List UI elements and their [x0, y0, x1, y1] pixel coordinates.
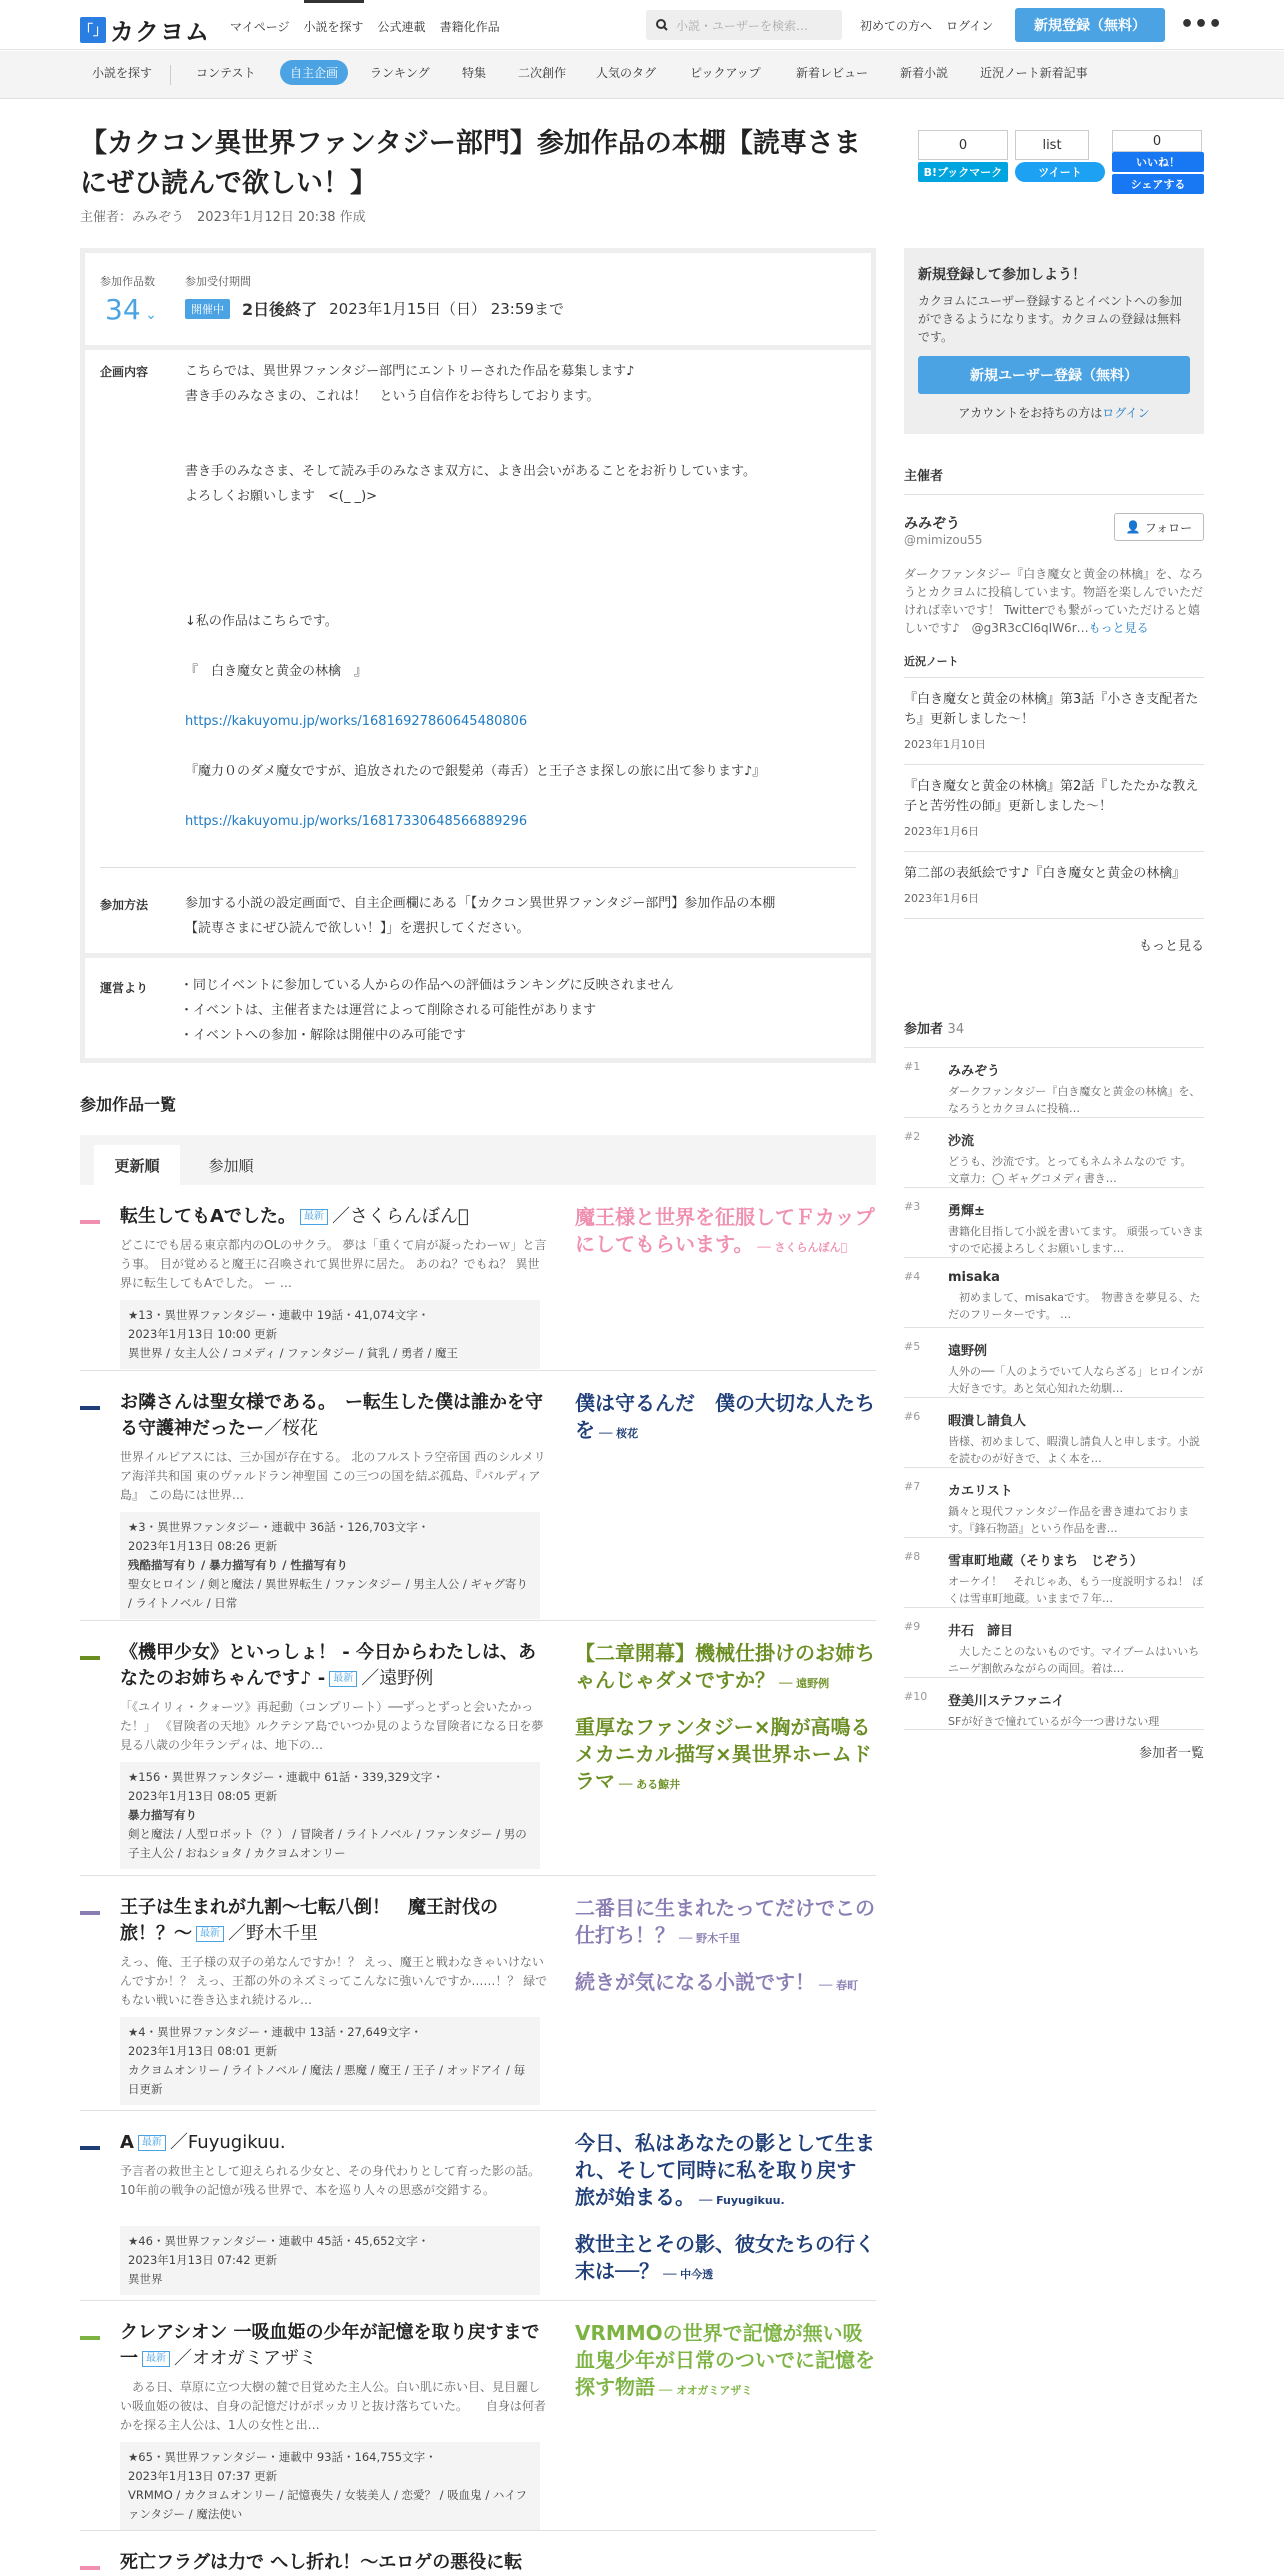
period-label: 参加受付期間 — [185, 275, 251, 288]
subnav-pickup[interactable]: ピックアップ — [690, 66, 761, 80]
page-meta — [80, 206, 366, 225]
participant-rank: #3 — [904, 1200, 921, 1213]
participant-bio: どうも、沙流です。とってもネムネムなので す。 文章力：◯ ギャグコメディ書き… — [948, 1155, 1192, 1185]
user-plus-icon: 👤 — [1125, 520, 1141, 534]
work-description: どこにでも居る東京都内のOLのサクラ。 夢は「重くて肩が凝ったわーｗ」と言う事。 目が覚めると魔王に召喚されて異世界に居た。 あのね？でもね？ 異世界に転生してもAでした。 ー … — [120, 1238, 547, 1290]
participant-item[interactable] — [904, 1188, 1204, 1258]
unei-item: ・同じイベントに参加している人からの作品への評価はランキングに反映されません — [180, 978, 674, 993]
work-info-box — [120, 2017, 540, 2105]
participant-item[interactable] — [904, 1328, 1204, 1398]
divider — [80, 1370, 876, 1371]
catch-copy-text: 今日、私はあなたの影として生まれ、そして同時に私を取り戻す旅が始まる。 — [575, 2131, 875, 2209]
participants-list — [904, 1048, 1204, 1730]
work-info-line: 2023年1月13日 08:05 更新 — [128, 1789, 278, 1803]
participant-name[interactable]: 遠野例 — [948, 1344, 988, 1359]
work-info-line: 暴力描写有り — [128, 1808, 197, 1822]
work-title-row — [120, 1640, 550, 1692]
content-line: よろしくお願いします <(_ _)> — [185, 489, 378, 504]
notes-more-link[interactable]: もっと見る — [1138, 939, 1204, 954]
tweet-label: ツイート — [1038, 166, 1082, 179]
content-line: 書き手のみなさま、そして読み手のみなさま双方に、よき出会いがあることをお祈りしています。 — [185, 464, 756, 479]
participant-name[interactable]: 勇輝± — [948, 1204, 985, 1219]
content-line: 書き手のみなさまの、これは！ という自信作をお待ちしております。 — [185, 389, 600, 404]
work-info-line: 聖女ヒロイン / 剣と魔法 / 異世界転生 / ファンタジー / 男主人公 / ギャグ寄り / ライトノベル / 日常 — [128, 1577, 528, 1610]
all-participants-link[interactable]: 参加者一覧 — [1138, 1746, 1204, 1761]
subnav-fanfic[interactable]: 二次創作 — [518, 66, 567, 80]
work-author[interactable]: ／オオガミアザミ — [174, 2348, 317, 2369]
work-info-box — [120, 1512, 540, 1619]
participants-count: 34 — [947, 1022, 965, 1037]
method-body — [185, 891, 855, 941]
note-title[interactable]: 『白き魔女と黄金の林檎』第2話『したたかな教え子と苦労性の師』更新しました～！ — [904, 779, 1199, 814]
content-body — [185, 359, 855, 834]
participant-name[interactable]: カエリスト — [948, 1484, 1013, 1499]
period-row — [185, 297, 564, 320]
facebook-share-button[interactable]: シェアする — [1112, 174, 1204, 194]
organizer-section — [904, 465, 1204, 954]
notes-list — [904, 678, 1204, 919]
work-info-line: 2023年1月13日 08:01 更新 — [128, 2044, 278, 2058]
participant-rank: #6 — [904, 1410, 921, 1423]
subnav-reviews[interactable]: 新着レビュー — [796, 66, 869, 80]
register-button[interactable]: 新規登録（無料） — [1015, 8, 1165, 42]
work-color-bar — [80, 1406, 100, 1410]
catch-copy-author[interactable]: ── 遠野例 — [779, 1677, 830, 1690]
work-info-line: 2023年1月13日 10:00 更新 — [128, 1327, 278, 1341]
works-count-value: 34 — [105, 293, 141, 326]
subnav-tags[interactable]: 人気のタグ — [596, 66, 657, 80]
new-episode-badge: 最新 — [142, 2351, 170, 2367]
content-line: 『 白き魔女と黄金の林檎 』 — [185, 664, 368, 679]
catch-copy-text: 救世主とその影、彼女たちの行く末は──？ — [575, 2232, 875, 2283]
organizer-more-link[interactable]: もっと見る — [1088, 621, 1149, 635]
work-info-box — [120, 2226, 540, 2295]
work-description: ある日、草原に立つ大樹の麓で目覚めた主人公。白い肌に赤い目、見目麗しい吸血姫の彼は、自身の記憶だけがポッカリと抜け落ちていた。 自身は何者かを探る主人公は、1人の女性と出… — [120, 2380, 546, 2432]
participant-item[interactable] — [904, 1608, 1204, 1678]
organizer-bio — [904, 565, 1204, 637]
work-description: 「《ユイリィ・クォーツ》再起動（コンプリート）──ずっとずっと会いたかった！」 《冒険者の天地》ルクテシア島でいつか見のような冒険者になる日を夢見る八歳の少年ランディは、地下の… — [120, 1700, 544, 1752]
organizer-label: 主催者 — [904, 469, 944, 484]
page-title: 【カクコン異世界ファンタジー部門】参加作品の本棚【読専さまにぜひ読んで欲しい！】 — [80, 128, 861, 199]
catch-copy — [575, 1640, 875, 1697]
participant-bio: 人外の──「人のようでいて人ならざる」ヒロインが大好きです。あと気心知れた幼馴… — [948, 1365, 1203, 1395]
sub-nav — [0, 51, 1284, 99]
content-label: 企画内容 — [100, 365, 149, 379]
work-color-bar — [80, 2146, 100, 2150]
subnav-divider — [170, 65, 171, 85]
tweet-button[interactable] — [1015, 162, 1105, 182]
organizer-row — [904, 495, 1204, 551]
side-register-button[interactable]: 新規ユーザー登録（無料） — [918, 356, 1190, 394]
content-line: 『魔力０のダメ魔女ですが、追放されたので銀髪弟（毒舌）と王子さま探しの旅に出て参ります♪』 — [185, 764, 766, 779]
divider — [80, 2300, 876, 2301]
new-episode-badge: 最新 — [138, 2135, 166, 2151]
nav-books[interactable]: 書籍化作品 — [439, 20, 500, 34]
nav-search-novels[interactable]: 小説を探す — [303, 20, 364, 34]
follow-label: フォロー — [1144, 520, 1193, 535]
organizer-bio-text: ダークファンタジー『白き魔女と黄金の林檎』を、なろうとカクヨムに投稿しています。物語を楽しんでいただければ幸いです！ Twitterでも繋がっていただけると嬉しいです♪ @g3R3cCI6qIW6r… — [904, 567, 1204, 635]
catch-copy — [575, 1895, 875, 1952]
participant-item[interactable] — [904, 1258, 1204, 1328]
work-info-line: VRMMO / カクヨムオンリー / 記憶喪失 / 女装美人 / 恋愛？ / 吸血鬼 / ハイファンタジー / 魔法使い — [128, 2488, 528, 2521]
side-login-link[interactable]: ログイン — [1102, 406, 1150, 420]
facebook-share — [1112, 130, 1204, 194]
bookmark-count: 0 — [918, 130, 1008, 160]
works-count[interactable] — [105, 293, 157, 326]
content-line: ↓私の作品はこちらです。 — [185, 614, 338, 629]
host-label[interactable]: 主催者：みみぞう — [80, 210, 185, 225]
divider — [85, 345, 871, 350]
unei-item: ・イベントへの参加・解除は開催中のみ可能です — [180, 1028, 467, 1043]
catch-copy-author[interactable]: ── さくらんぼん — [757, 1241, 841, 1254]
catch-copy-text: 二番目に生まれたってだけでこの仕打ち！？ — [575, 1896, 875, 1947]
hatena-bookmark-button[interactable]: B!ブックマーク — [918, 162, 1008, 182]
participant-bio: SFが好きで憧れているが今一つ書けない理 — [948, 1715, 1160, 1728]
participant-name[interactable]: 暇潰し請負人 — [948, 1414, 1027, 1429]
guide-link[interactable]: 初めての方へ — [860, 19, 933, 33]
participant-bio: オーケイ！ それじゃあ、もう一度説明するね！ ぼくは雪車町地蔵。いままで７年… — [948, 1575, 1204, 1605]
work-color-bar — [80, 2336, 100, 2340]
like-count: 0 — [1112, 130, 1202, 152]
participant-bio: 書籍化目指して小説を書いてます。 頑張っていきますので応援よろしくお願いします… — [948, 1225, 1204, 1255]
note-title[interactable]: 第二部の表紙絵です♪『白き魔女と黄金の林檎』 — [904, 866, 1186, 881]
new-episode-badge: 最新 — [196, 1926, 224, 1942]
work-info-line: 2023年1月13日 07:37 更新 — [128, 2469, 278, 2483]
participant-bio: ダークファンタジー『白き魔女と黄金の林檎』を、なろうとカクヨムに投稿… — [948, 1085, 1201, 1115]
method-line: 参加する小説の設定画面で、自主企画欄にある「【カクコン異世界ファンタジー部門】参加作品の本棚 — [185, 896, 776, 911]
participant-rank: #4 — [904, 1270, 921, 1283]
new-episode-badge: 最新 — [300, 1209, 328, 1225]
unei-body — [180, 973, 860, 1048]
participant-item[interactable] — [904, 1468, 1204, 1538]
work-title[interactable]: 死亡フラグは力で へし折れ！～エロゲの悪役に転 — [120, 2552, 523, 2573]
tab-joined[interactable]: 参加順 — [208, 1156, 254, 1175]
method-line: 【読専さまにぜひ読んで欲しい！】」を選択してください。 — [185, 921, 530, 936]
divider — [80, 1875, 876, 1876]
participant-rank: #10 — [904, 1690, 928, 1703]
divider — [100, 867, 856, 868]
work-color-bar — [80, 2566, 100, 2570]
divider — [80, 2530, 876, 2531]
participant-name[interactable]: みみぞう — [948, 1064, 1001, 1079]
catch-copy-author[interactable]: ── 桜花 — [599, 1427, 639, 1440]
catch-copy — [575, 1969, 875, 1999]
catch-copy — [575, 2320, 875, 2404]
divider — [80, 1620, 876, 1621]
subnav-contest[interactable]: コンテスト — [196, 66, 256, 80]
participants-label: 参加者 — [904, 1022, 944, 1037]
work-title-row — [120, 1895, 550, 1947]
work-title-row — [120, 2320, 550, 2372]
catch-copy-text: 魔王様と世界を征服してＦカップにしてもらいます。 — [575, 1205, 875, 1256]
chevron-down-icon: ⌄ — [140, 307, 157, 323]
work-info-box — [120, 1300, 540, 1369]
global-nav — [230, 18, 500, 35]
participant-bio: 初めまして、misakaです。 物書きを夢見る、ただのフリーターです。 … — [948, 1291, 1201, 1321]
catch-copy-author[interactable]: ── 中今透 — [663, 2268, 714, 2281]
work-description: 世界イルピアスには、三か国が存在する。 北のフルストラ空帝国 西のシルメリア海洋共和国 東のヴァルドラン神聖国 この三つの国を結ぶ孤島、『バルディア島』 この島には世界… — [120, 1450, 546, 1502]
note-item[interactable] — [904, 852, 1204, 919]
work-title-row — [120, 1204, 550, 1230]
created-date: 2023年1月12日 20:38 作成 — [197, 210, 366, 225]
catch-copy — [575, 2130, 875, 2214]
side-register-text: カクヨムにユーザー登録するとイベントへの参加ができるようになります。カクヨムの登録は無料です。 — [918, 294, 1183, 344]
work-author[interactable]: ／さくらんぼん — [331, 1206, 458, 1227]
list-share — [1015, 130, 1105, 182]
subnav-new-novels[interactable]: 新着小説 — [900, 66, 949, 80]
work-description: えっ、俺、王子様の双子の弟なんですか！？ えっ、魔王と戦わなきゃいけないんですか！？ えっ、王都の外のネズミってこんなに強いんですか……！？ 緑でもない戦いに巻き込まれ続けるル… — [120, 1955, 548, 2007]
participant-name[interactable]: 沙流 — [948, 1134, 975, 1149]
unei-item: ・イベントは、主催者または運営によって削除される可能性があります — [180, 1003, 597, 1018]
work-info-line: 2023年1月13日 08:26 更新 — [128, 1539, 278, 1553]
work-info-line: ★13・異世界ファンタジー・連載中 19話・41,074文字・ — [128, 1308, 430, 1322]
works-count-label: 参加作品数 — [100, 275, 155, 288]
participant-name[interactable]: 井石 諦目 — [948, 1624, 1014, 1639]
note-date: 2023年1月6日 — [904, 825, 979, 838]
participants-label-row — [904, 1018, 1204, 1037]
note-title[interactable]: 『白き魔女と黄金の林檎』第3話『小さき支配者たち』更新しました～！ — [904, 692, 1199, 727]
subnav-jishu-kikaku[interactable]: 自主企画 — [280, 60, 348, 85]
note-date: 2023年1月10日 — [904, 738, 986, 751]
side-register-box — [904, 248, 1204, 434]
new-episode-badge: 最新 — [329, 1671, 357, 1687]
participant-item[interactable] — [904, 1118, 1204, 1188]
nav-mypage[interactable]: マイページ — [230, 20, 290, 34]
work-color-bar — [80, 1656, 100, 1660]
organizer-handle: @mimizou55 — [904, 533, 983, 547]
note-item[interactable] — [904, 765, 1204, 852]
participant-rank: #8 — [904, 1550, 921, 1563]
hatena-share — [918, 130, 1008, 182]
note-date: 2023年1月6日 — [904, 892, 979, 905]
divider — [80, 2110, 876, 2111]
search-icon — [656, 19, 668, 31]
work-title[interactable]: A — [120, 2132, 134, 2153]
works-tabs — [80, 1135, 876, 1185]
work-title-row — [120, 2550, 550, 2576]
work-info-line: 異世界 — [128, 2272, 163, 2286]
work-title[interactable]: 王子は生まれが九割〜七転八倒！ 魔王討伐の旅！？〜 — [120, 1897, 498, 1944]
content-line: こちらでは、異世界ファンタジー部門にエントリーされた作品を募集します♪ — [185, 364, 635, 379]
work-info-line: カクヨムオンリー / ライトノベル / 魔法 / 悪魔 / 魔王 / 王子 / オッドアイ / 毎日更新 — [128, 2063, 526, 2096]
work-title-row — [120, 2130, 550, 2156]
organizer-name[interactable]: みみぞう — [904, 516, 960, 532]
catch-copy-author[interactable]: ── オオガミアザミ — [659, 2384, 753, 2397]
deadline: 2023年1月15日（日） 23:59まで — [329, 300, 564, 318]
work-info-line: 残酷描写有り / 暴力描写有り / 性描写有り — [128, 1558, 348, 1572]
participant-name[interactable]: misaka — [948, 1270, 1000, 1285]
work-info-box — [120, 2442, 540, 2530]
catch-copy-author[interactable]: ── Fuyugikuu. — [699, 2194, 785, 2207]
work-title[interactable]: お隣さんは聖女様である。 ー転生した僕は誰かを守る守護神だったー — [120, 1392, 543, 1439]
work-info-line: ★65・異世界ファンタジー・連載中 93話・164,755文字・ — [128, 2450, 437, 2464]
logo-mark: 「」 — [80, 17, 106, 43]
subnav-notes[interactable]: 近況ノート新着記事 — [980, 66, 1088, 80]
catch-copy-text: 僕は守るんだ 僕の大切な人たちを — [575, 1391, 875, 1442]
work-info-line: 剣と魔法 / 人型ロボット（？） / 冒険者 / ライトノベル / ファンタジー / 男の子主人公 / おねショタ / カクヨムオンリー — [128, 1827, 527, 1860]
participant-item[interactable] — [904, 1538, 1204, 1608]
catch-copy-text: 続きが気になる小説です！ — [575, 1970, 815, 1994]
catch-copy-author[interactable]: ── ある鯨井 — [619, 1778, 681, 1791]
notes-label: 近況ノート — [904, 655, 959, 668]
catch-copy-author[interactable]: ── 春町 — [819, 1979, 859, 1992]
catch-copy-author[interactable]: ── 野木千里 — [679, 1932, 741, 1945]
side-login-row — [918, 404, 1190, 421]
work-title[interactable]: 転生してもAでした。 — [120, 1206, 296, 1227]
work-info-box — [120, 1762, 540, 1869]
catch-copy — [575, 2231, 875, 2288]
work-color-bar — [80, 1220, 100, 1224]
participant-rank: #7 — [904, 1480, 921, 1493]
search-placeholder: 小説・ユーザーを検索… — [676, 18, 809, 33]
participant-name[interactable]: 雪車町地蔵（そりまち じぞう） — [948, 1554, 1144, 1569]
participant-bio: 大したことのないものです。マイブームはいいちニーゲ割飲みながらの両回。着は… — [948, 1645, 1200, 1675]
work-title-row — [120, 1390, 550, 1442]
participant-item[interactable] — [904, 1678, 1204, 1730]
catch-copy — [575, 1204, 875, 1261]
like-button[interactable]: いいね！ — [1112, 152, 1204, 172]
participant-rank: #9 — [904, 1620, 921, 1633]
subnav-search[interactable]: 小説を探す — [92, 66, 153, 80]
subnav-ranking[interactable]: ランキング — [370, 66, 430, 80]
participant-item[interactable] — [904, 1398, 1204, 1468]
nav-official[interactable]: 公式連載 — [377, 20, 426, 34]
list-button[interactable]: list — [1015, 130, 1089, 160]
catch-copy-text: 【二章開幕】機械仕掛けのお姉ちゃんじゃダメですか？ — [575, 1641, 875, 1692]
side-register-title: 新規登録して参加しよう！ — [918, 267, 1086, 283]
participant-bio: 皆様、初めまして、暇潰し請負人と申します。小説を読むのが好きで、よく本を… — [948, 1435, 1200, 1465]
search-input[interactable] — [646, 10, 842, 40]
method-label: 参加方法 — [100, 898, 149, 912]
login-link[interactable]: ログイン — [946, 19, 994, 33]
work-color-bar — [80, 1911, 100, 1915]
work-info-line: ★4・異世界ファンタジー・連載中 13話・27,649文字・ — [128, 2025, 422, 2039]
participants-section — [904, 1018, 1204, 1761]
work-author[interactable]: ／桜花 — [264, 1418, 318, 1439]
side-login-prefix: アカウントをお持ちの方は — [958, 406, 1103, 420]
work-author[interactable]: ／野木千里 — [228, 1923, 318, 1944]
work-info-line: ★3・異世界ファンタジー・連載中 36話・126,703文字・ — [128, 1520, 430, 1534]
subnav-special[interactable]: 特集 — [462, 66, 487, 80]
participant-rank: #5 — [904, 1340, 921, 1353]
work-info-line: ★46・異世界ファンタジー・連載中 45話・45,652文字・ — [128, 2234, 430, 2248]
participant-rank: #2 — [904, 1130, 921, 1143]
participant-name[interactable]: 登美川ステファニイ — [948, 1694, 1065, 1709]
catch-copy — [575, 1714, 875, 1798]
works-list-title: 参加作品一覧 — [80, 1095, 177, 1114]
catch-copy-text: 重厚なファンタジー×胸が高鳴るメカニカル描写×異世界ホームドラマ — [575, 1715, 872, 1793]
work-link[interactable]: https://kakuyomu.jp/works/16817330648566889296 — [185, 814, 528, 829]
work-description: 予言者の救世主として迎えられる少女と、その身代わりとして育った影の話。 10年前の戦争の記憶が残る世界で、本を巡り人々の思惑が交錯する。 — [120, 2164, 541, 2197]
event-info-box — [80, 248, 876, 1063]
work-info-line: ★156・異世界ファンタジー・連載中 61話・339,329文字・ — [128, 1770, 444, 1784]
catch-copy-text: VRMMOの世界で記憶が無い吸血鬼少年が日常のついでに記憶を探す物語 — [575, 2321, 875, 2399]
note-item[interactable] — [904, 678, 1204, 765]
work-author[interactable]: ／Fuyugikuu. — [169, 2132, 286, 2153]
tab-updated[interactable]: 更新順 — [94, 1145, 180, 1185]
divider — [85, 953, 871, 958]
participant-rank: #1 — [904, 1060, 921, 1073]
participant-item[interactable] — [904, 1048, 1204, 1118]
participant-bio: 鍋々と現代ファンタジー作品を書き連ねております。『鋒石物語』という作品を書… — [948, 1505, 1190, 1535]
work-title[interactable]: クレアシオン 一吸血姫の少年が記憶を取り戻すまで一 — [120, 2322, 540, 2369]
work-info-line: 2023年1月13日 07:42 更新 — [128, 2253, 278, 2267]
global-header — [0, 0, 1284, 50]
more-menu-icon[interactable]: ••• — [1180, 12, 1223, 37]
remaining-days: 2日後終了 — [242, 300, 318, 319]
unei-label: 運営より — [100, 981, 149, 995]
work-info-line: 異世界 / 女主人公 / コメディ / ファンタジー / 貧乳 / 勇者 / 魔王 — [128, 1346, 459, 1360]
site-logo[interactable] — [80, 12, 210, 47]
work-link[interactable]: https://kakuyomu.jp/works/16816927860645480806 — [185, 714, 528, 729]
logo-text: カクヨム — [110, 18, 210, 46]
follow-button[interactable] — [1114, 513, 1204, 541]
status-badge: 開催中 — [185, 299, 230, 319]
work-title[interactable]: 《機甲少女》といっしょ！ - 今日からわたしは、あなたのお姉ちゃんです♪ - — [120, 1642, 537, 1689]
catch-copy — [575, 1390, 875, 1447]
work-author[interactable]: ／遠野例 — [361, 1668, 434, 1689]
